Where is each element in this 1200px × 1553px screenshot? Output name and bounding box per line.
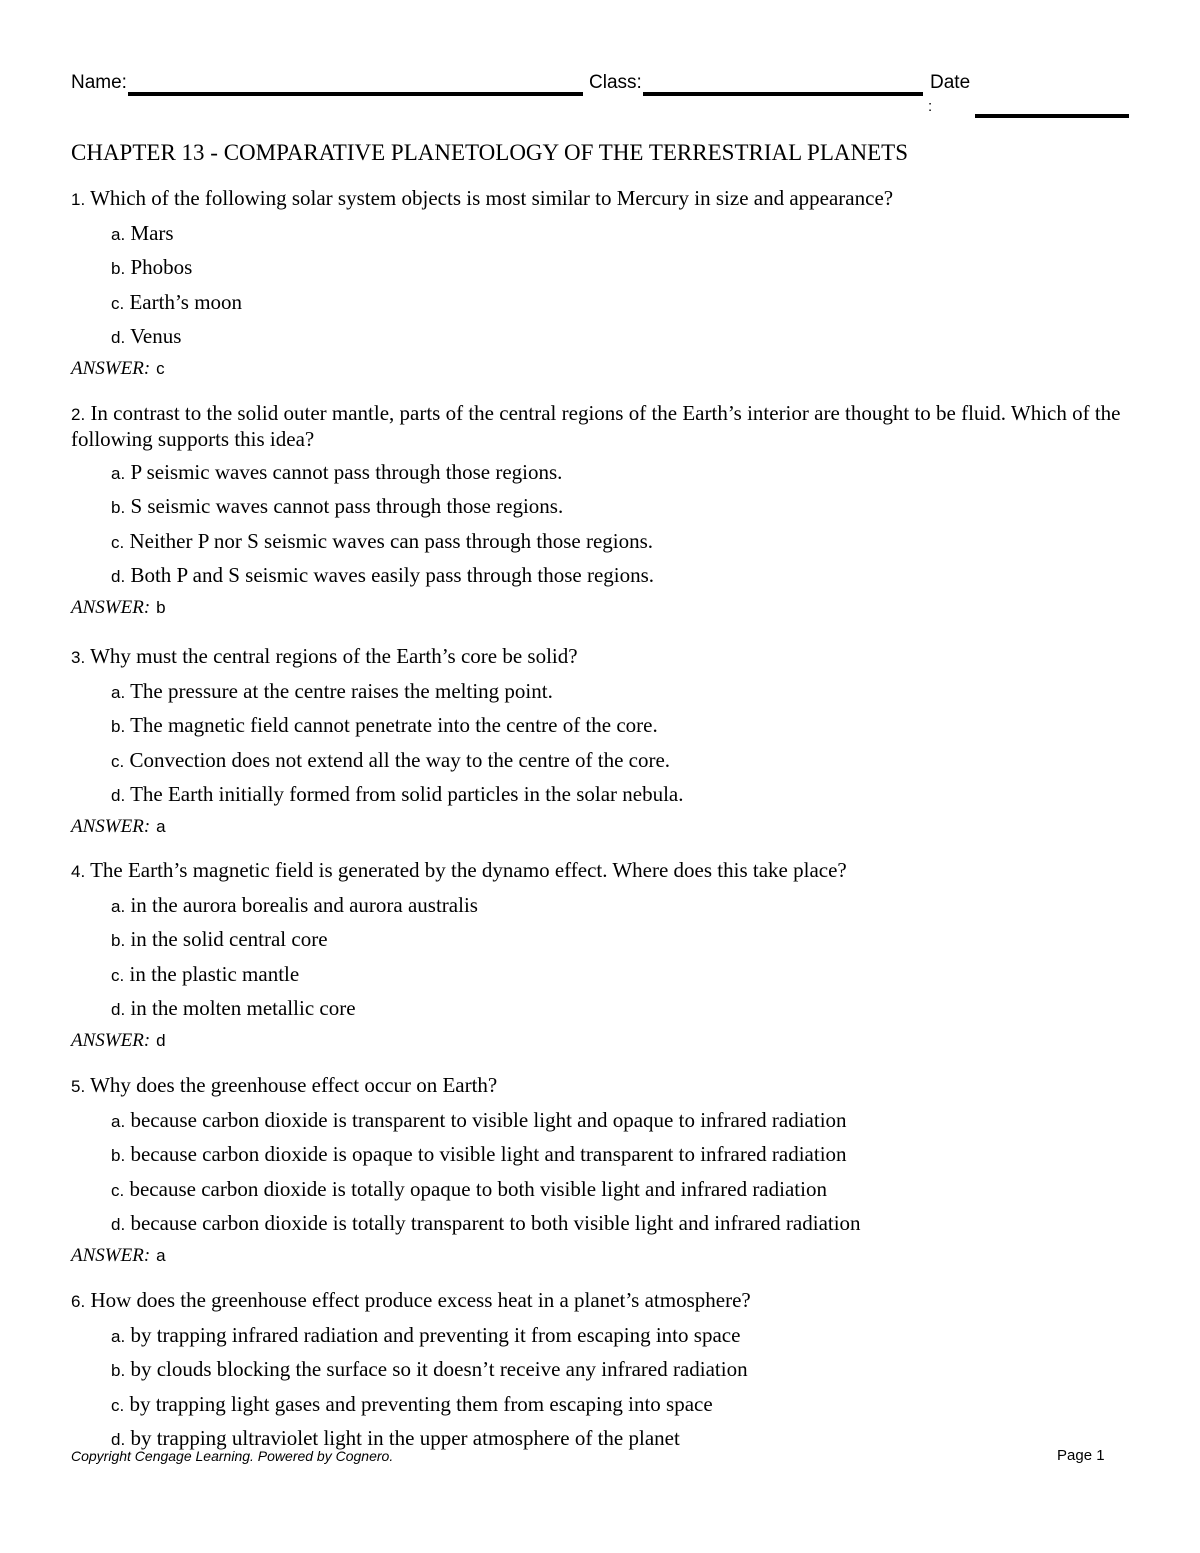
option-text: in the aurora borealis and aurora australis (130, 892, 478, 917)
option-text: in the solid central core (130, 927, 328, 952)
question-number: 4. (71, 862, 86, 881)
answer-label: ANSWER: (71, 597, 151, 619)
question-prompt: Which of the following solar system objects is most similar to Mercury in size and appearance? (90, 186, 894, 210)
question-text (71, 186, 1146, 212)
answer-option (71, 290, 1146, 316)
option-list (71, 1323, 1146, 1453)
class-label: Class: (589, 72, 642, 93)
option-letter: d. (111, 1430, 126, 1450)
question-number: 5. (71, 1077, 86, 1096)
option-letter: b. (111, 498, 126, 518)
option-text: by trapping ultraviolet light in the upper atmosphere of the planet (130, 1426, 680, 1451)
option-text: The magnetic field cannot penetrate into the centre of the core. (130, 713, 658, 738)
option-letter: b. (111, 1361, 126, 1381)
answer-option (71, 1108, 1146, 1134)
option-text: because carbon dioxide is totally opaque to both visible light and infrared radiation (129, 1176, 827, 1201)
option-text: by clouds blocking the surface so it doesn’t receive any infrared radiation (130, 1357, 748, 1382)
name-label: Name: (71, 72, 127, 93)
answer-value: d (156, 1031, 166, 1051)
question-text (71, 644, 1146, 670)
question-prompt: In contrast to the solid outer mantle, parts of the central regions of the Earth’s interior are thought to be fluid. Which of the following supports this idea? (71, 401, 1121, 451)
option-letter: b. (111, 717, 126, 737)
option-letter: a. (111, 896, 126, 916)
answer-option (71, 1211, 1146, 1237)
answer-option (71, 748, 1146, 774)
question-prompt: The Earth’s magnetic field is generated by the dynamo effect. Where does this take place? (90, 858, 847, 882)
option-text: by trapping light gases and preventing them from escaping into space (129, 1391, 713, 1416)
answer-option (71, 1177, 1146, 1203)
answer-option (71, 1357, 1146, 1383)
answer-label: ANSWER: (71, 1245, 151, 1267)
question-text (71, 1288, 1146, 1314)
question-item (71, 186, 1146, 380)
option-letter: c. (111, 751, 125, 771)
option-letter: d. (111, 328, 126, 348)
date-field-line[interactable] (975, 114, 1129, 118)
question-text (71, 1073, 1146, 1099)
option-text: because carbon dioxide is opaque to visible light and transparent to infrared radiation (130, 1142, 847, 1167)
answer-option (71, 324, 1146, 350)
option-letter: b. (111, 259, 126, 279)
option-text: The Earth initially formed from solid particles in the solar nebula. (130, 782, 684, 807)
answer-line (71, 1030, 1146, 1052)
option-text: Venus (130, 324, 182, 349)
option-letter: b. (111, 1146, 126, 1166)
option-text: Convection does not extend all the way to the centre of the core. (129, 747, 671, 772)
option-letter: d. (111, 786, 126, 806)
option-letter: b. (111, 931, 126, 951)
date-colon: : (928, 98, 933, 115)
answer-value: a (156, 817, 166, 837)
answer-value: c (156, 359, 165, 379)
answer-option (71, 893, 1146, 919)
answer-label: ANSWER: (71, 816, 151, 838)
option-text: because carbon dioxide is transparent to visible light and opaque to infrared radiation (130, 1107, 847, 1132)
question-text (71, 401, 1146, 451)
answer-line (71, 816, 1146, 838)
option-text: Earth’s moon (129, 289, 243, 314)
answer-option (71, 962, 1146, 988)
answer-value: b (156, 598, 166, 618)
answer-option (71, 996, 1146, 1022)
answer-option (71, 494, 1146, 520)
class-field-line[interactable] (643, 92, 923, 96)
option-letter: a. (111, 463, 126, 483)
option-letter: a. (111, 1111, 126, 1131)
answer-option (71, 927, 1146, 953)
answer-option (71, 255, 1146, 281)
answer-option (71, 529, 1146, 555)
answer-option (71, 713, 1146, 739)
option-text: Neither P nor S seismic waves can pass through those regions. (129, 528, 654, 553)
copyright-footer: Copyright Cengage Learning. Powered by Cognero. (71, 1448, 394, 1464)
answer-option (71, 1142, 1146, 1168)
question-item (71, 1073, 1146, 1267)
option-letter: c. (111, 532, 125, 552)
option-text: The pressure at the centre raises the melting point. (130, 678, 553, 703)
answer-label: ANSWER: (71, 358, 151, 380)
question-prompt: Why must the central regions of the Earth’s core be solid? (90, 644, 578, 668)
answer-option (71, 782, 1146, 808)
question-item (71, 858, 1146, 1052)
question-prompt: Why does the greenhouse effect occur on Earth? (90, 1073, 498, 1097)
option-letter: c. (111, 1180, 125, 1200)
option-text: Phobos (130, 255, 193, 280)
option-letter: c. (111, 965, 125, 985)
question-number: 3. (71, 648, 86, 667)
date-label: Date (930, 72, 971, 93)
answer-option (71, 1392, 1146, 1418)
page-number: Page 1 (1057, 1447, 1105, 1464)
question-number: 6. (71, 1292, 86, 1311)
option-list (71, 460, 1146, 590)
name-field-line[interactable] (128, 92, 583, 96)
question-text (71, 858, 1146, 884)
question-item (71, 644, 1146, 838)
option-text: in the plastic mantle (129, 961, 300, 986)
question-number: 2. (71, 405, 86, 424)
option-text: in the molten metallic core (130, 996, 356, 1021)
answer-option (71, 460, 1146, 486)
option-list (71, 221, 1146, 351)
answer-option (71, 1323, 1146, 1349)
option-text: by trapping infrared radiation and preventing it from escaping into space (130, 1322, 741, 1347)
answer-line (71, 597, 1146, 619)
option-letter: d. (111, 567, 126, 587)
answer-option (71, 221, 1146, 247)
answer-line (71, 358, 1146, 380)
option-letter: a. (111, 1326, 126, 1346)
option-letter: d. (111, 1215, 126, 1235)
option-text: Mars (130, 220, 174, 245)
option-text: P seismic waves cannot pass through those regions. (130, 459, 563, 484)
option-text: Both P and S seismic waves easily pass through those regions. (130, 563, 655, 588)
question-item (71, 401, 1146, 619)
option-list (71, 893, 1146, 1023)
answer-label: ANSWER: (71, 1030, 151, 1052)
answer-value: a (156, 1246, 166, 1266)
option-letter: a. (111, 224, 126, 244)
chapter-title: CHAPTER 13 - COMPARATIVE PLANETOLOGY OF THE TERRESTRIAL PLANETS (71, 140, 908, 165)
option-list (71, 679, 1146, 809)
option-text: because carbon dioxide is totally transparent to both visible light and infrared radiation (130, 1211, 861, 1236)
question-item (71, 1288, 1146, 1452)
option-letter: c. (111, 1395, 125, 1415)
answer-line (71, 1245, 1146, 1267)
option-letter: c. (111, 293, 125, 313)
answer-option (71, 563, 1146, 589)
option-letter: a. (111, 682, 126, 702)
question-number: 1. (71, 190, 86, 209)
question-prompt: How does the greenhouse effect produce excess heat in a planet’s atmosphere? (90, 1288, 751, 1312)
answer-option (71, 679, 1146, 705)
option-text: S seismic waves cannot pass through those regions. (130, 494, 564, 519)
option-letter: d. (111, 1000, 126, 1020)
option-list (71, 1108, 1146, 1238)
